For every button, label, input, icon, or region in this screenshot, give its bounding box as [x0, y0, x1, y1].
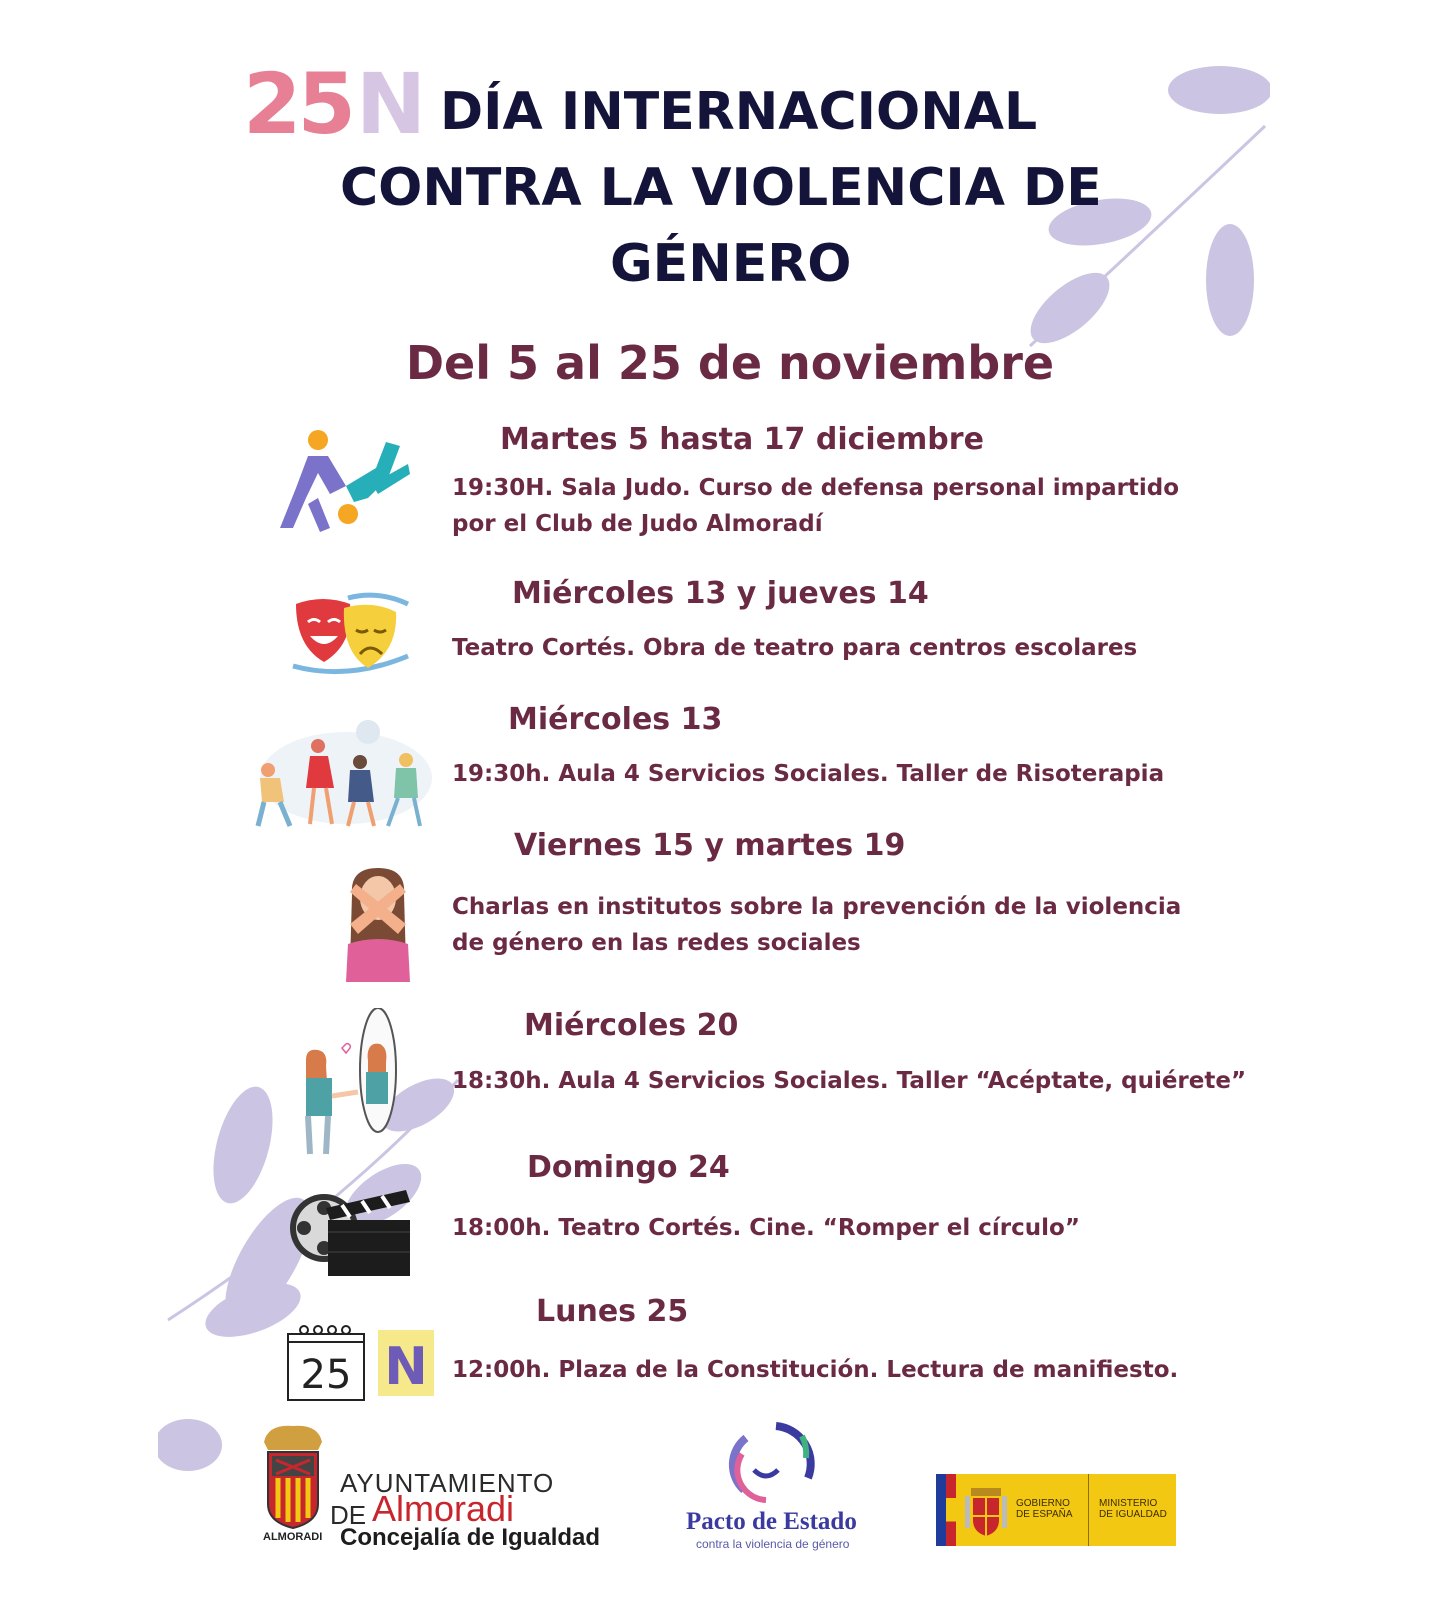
pacto-subtitle: contra la violencia de género: [696, 1537, 850, 1551]
ayuntamiento-label: AYUNTAMIENTO: [340, 1468, 555, 1498]
judo-icon: [268, 428, 413, 540]
event-5-desc: 18:30h. Aula 4 Servicios Sociales. Taller “Acéptate, quiérete”: [452, 1068, 1247, 1094]
event-2-desc: Teatro Cortés. Obra de teatro para centros escolares: [452, 635, 1138, 661]
woman-stop-gesture-icon: [340, 864, 416, 982]
calendar-letter: N: [384, 1337, 428, 1396]
event-7-desc: 12:00h. Plaza de la Constitución. Lectura de manifiesto.: [452, 1357, 1179, 1383]
event-1-desc-line1: 19:30H. Sala Judo. Curso de defensa personal impartido: [452, 475, 1180, 501]
badge-letter: N: [355, 55, 427, 153]
pacto-name: Pacto de Estado: [686, 1508, 857, 1535]
title-line-1: DÍA INTERNACIONAL: [440, 82, 1038, 142]
ayuntamiento-de: DE: [330, 1500, 367, 1530]
pacto-logo-icon: [716, 1418, 820, 1510]
shield-label: ALMORADI: [263, 1531, 323, 1543]
event-2-day: Miércoles 13 y jueves 14: [512, 576, 929, 611]
event-5-day: Miércoles 20: [524, 1008, 739, 1043]
theater-masks-icon: [288, 586, 413, 681]
laughing-people-icon: [250, 718, 432, 830]
badge-number: 25: [243, 55, 352, 153]
film-clapper-icon: [288, 1180, 413, 1278]
event-1-day: Martes 5 hasta 17 diciembre: [500, 422, 984, 457]
spain-coat-of-arms-icon: [956, 1474, 1016, 1546]
event-1-desc-line2: por el Club de Judo Almoradí: [452, 511, 823, 537]
event-4-desc-line1: Charlas en institutos sobre la prevención de la violencia: [452, 894, 1182, 920]
spain-flag-stripe-icon: [946, 1474, 956, 1546]
eu-flag-stripe-icon: [936, 1474, 946, 1546]
almoradi-shield-icon: [258, 1422, 328, 1532]
event-4-desc-line2: de género en las redes sociales: [452, 930, 861, 956]
n-letter-icon: [378, 1330, 434, 1396]
event-6-desc: 18:00h. Teatro Cortés. Cine. “Romper el círculo”: [452, 1215, 1080, 1241]
title-line-3: GÉNERO: [610, 234, 852, 294]
concejalia-label: Concejalía de Igualdad: [340, 1524, 601, 1551]
event-4-day: Viernes 15 y martes 19: [514, 828, 906, 863]
date-range: Del 5 al 25 de noviembre: [405, 336, 1055, 390]
gobierno-label: GOBIERNO DE ESPAÑA: [1016, 1474, 1089, 1546]
ministerio-label: MINISTERIO DE IGUALDAD: [1099, 1498, 1167, 1520]
event-6-day: Domingo 24: [527, 1150, 730, 1185]
calendar-day: 25: [300, 1352, 352, 1398]
event-3-day: Miércoles 13: [508, 702, 723, 737]
event-3-desc: 19:30h. Aula 4 Servicios Sociales. Taller de Risoterapia: [452, 761, 1165, 787]
gobierno-logo: [936, 1474, 1176, 1546]
mirror-self-love-icon: [292, 1008, 404, 1158]
title-line-2: CONTRA LA VIOLENCIA DE: [340, 158, 1102, 218]
25n-badge: [243, 50, 427, 153]
ayuntamiento-name: Almoradi: [372, 1488, 515, 1529]
calendar-icon: [286, 1322, 366, 1402]
event-7-day: Lunes 25: [536, 1294, 689, 1329]
